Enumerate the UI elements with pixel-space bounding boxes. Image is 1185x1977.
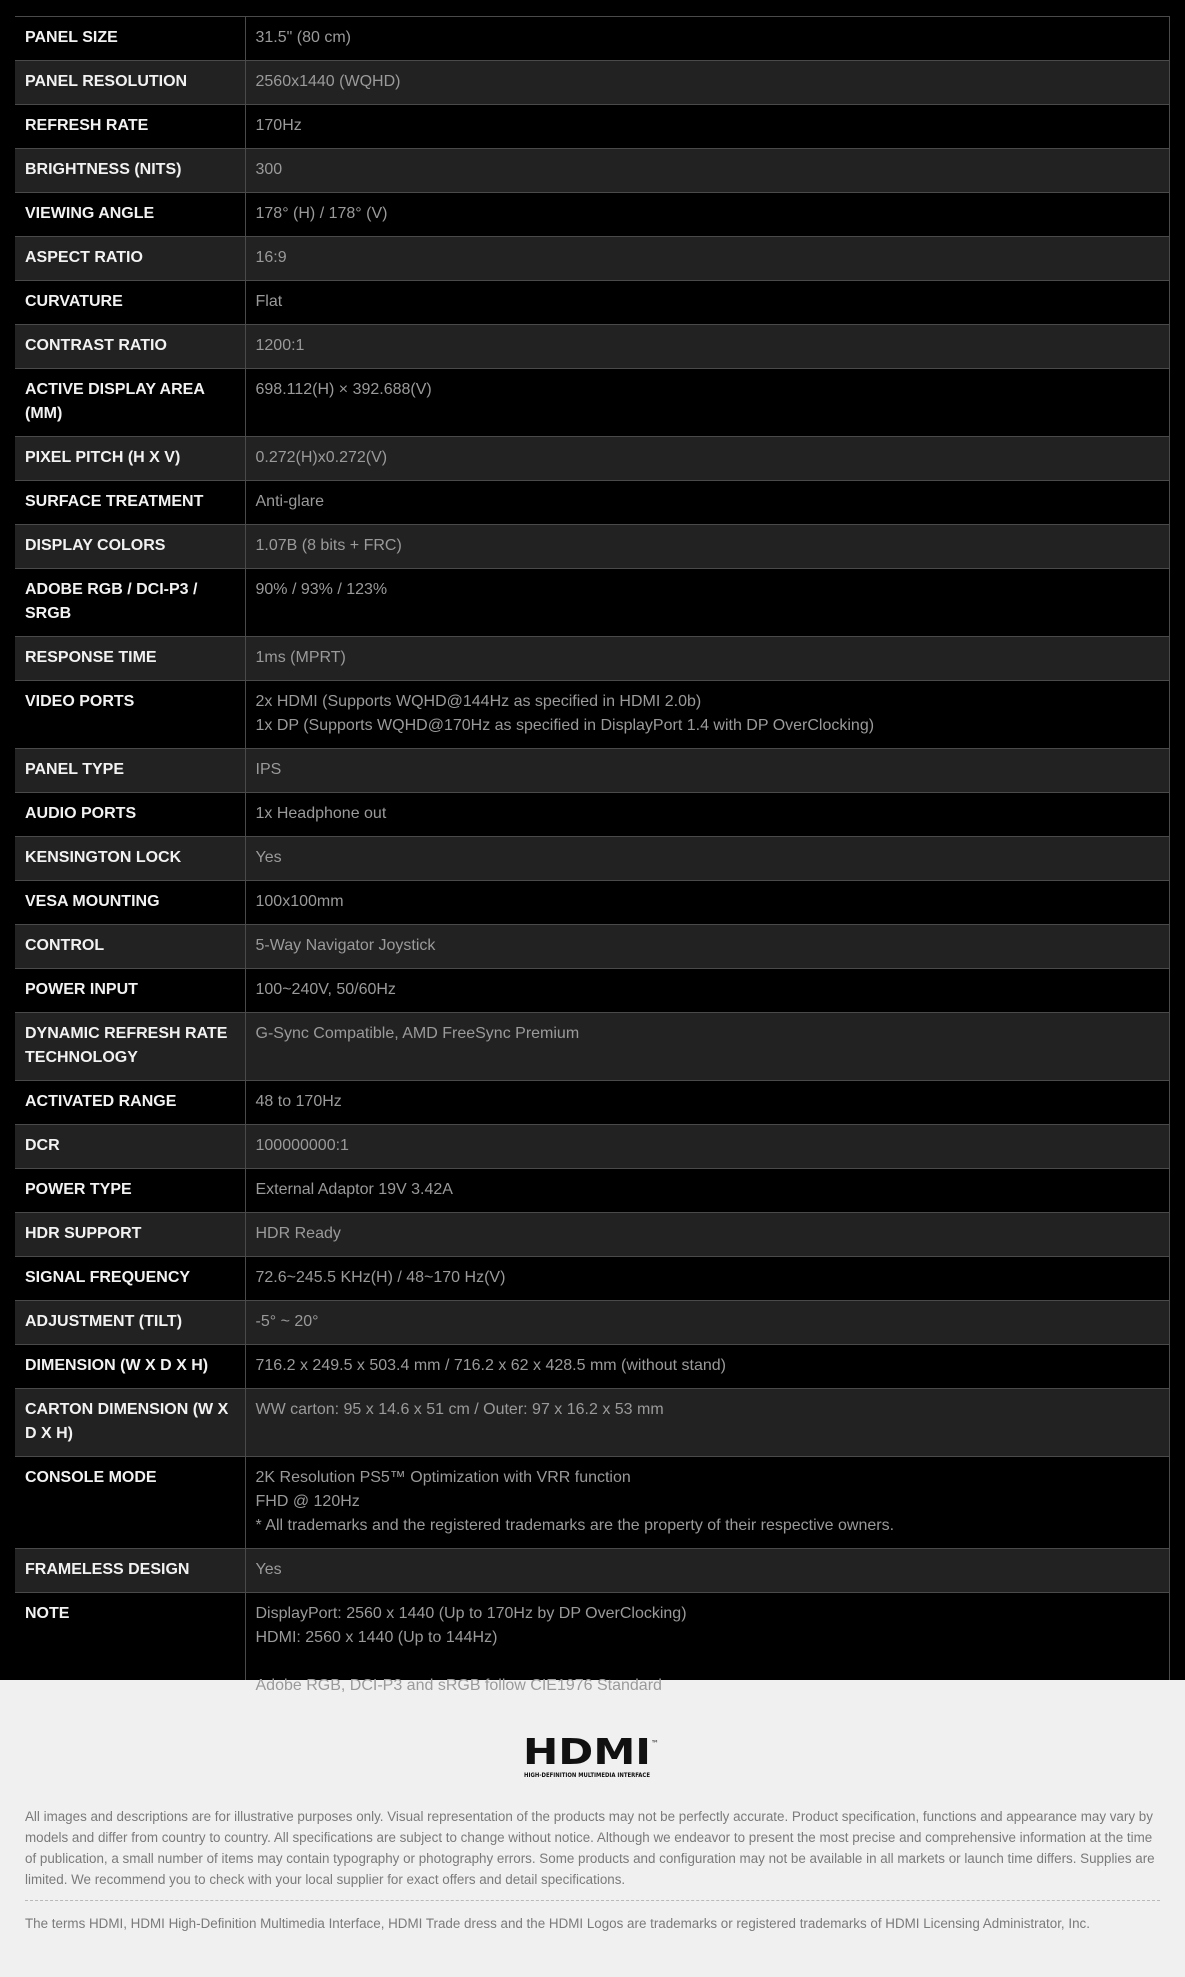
spec-row [15, 369, 1170, 437]
spec-row [15, 325, 1170, 369]
hdmi-logo [523, 1734, 663, 1782]
spec-label: PANEL SIZE [15, 17, 245, 61]
spec-value-line: IPS [255, 761, 282, 778]
spec-label: POWER TYPE [15, 1169, 245, 1213]
spec-value [245, 637, 1170, 681]
spec-value [245, 525, 1170, 569]
spec-value [245, 193, 1170, 237]
spec-value [245, 881, 1170, 925]
spec-value [245, 1013, 1170, 1081]
spec-value-line: 1x Headphone out [255, 805, 387, 822]
spec-row [15, 1081, 1170, 1125]
spec-value-line: WW carton: 95 x 14.6 x 51 cm / Outer: 97 x 16.2 x 53 mm [255, 1401, 664, 1418]
spec-row [15, 881, 1170, 925]
spec-value-line: 170Hz [255, 117, 302, 134]
spec-value-line [256, 1650, 1160, 1674]
spec-value [245, 105, 1170, 149]
hdmi-logo-tm: ™ [650, 1739, 659, 1748]
spec-label: DIMENSION (W X D X H) [15, 1345, 245, 1389]
spec-value-line: 100x100mm [255, 893, 344, 910]
disclaimer-text: All images and descriptions are for illustrative purposes only. Visual representation of the products may not be perfectly accurate. Product specification, functions and appearance may vary by models and differ from country to country. All specifications are subject to change without notice. Although we endeavor to present the most precise and comprehensive information at the time of publication, a small number of items may contain typography or photography errors. Some products and configuration may not be available in all markets or launch time differs. Supplies are limited. We recommend you to check with your local supplier for exact offers and detail specifications. [25, 1809, 1155, 1887]
spec-label: DCR [15, 1125, 245, 1169]
spec-label: ASPECT RATIO [15, 237, 245, 281]
spec-label: ADJUSTMENT (TILT) [15, 1301, 245, 1345]
spec-value-line: External Adaptor 19V 3.42A [255, 1181, 453, 1198]
spec-row [15, 1457, 1170, 1549]
spec-label: SURFACE TREATMENT [15, 481, 245, 525]
spec-label: NOTE [15, 1593, 245, 1709]
spec-value-line: 5-Way Navigator Joystick [255, 937, 436, 954]
spec-value-line: 698.112(H) × 392.688(V) [255, 381, 432, 398]
spec-label: VESA MOUNTING [15, 881, 245, 925]
spec-value-line: 100000000:1 [255, 1137, 349, 1154]
spec-row [15, 1345, 1170, 1389]
spec-label: HDR SUPPORT [15, 1213, 245, 1257]
spec-value-line: DisplayPort: 2560 x 1440 (Up to 170Hz by DP OverClocking) [255, 1605, 687, 1622]
spec-row [15, 837, 1170, 881]
spec-value-line: -5° ~ 20° [255, 1313, 319, 1330]
spec-value [245, 1125, 1170, 1169]
spec-label: CARTON DIMENSION (W X D X H) [15, 1389, 245, 1457]
spec-label: ACTIVATED RANGE [15, 1081, 245, 1125]
spec-value [245, 1549, 1170, 1593]
spec-value-line: G-Sync Compatible, AMD FreeSync Premium [255, 1025, 580, 1042]
spec-value-line: 2560x1440 (WQHD) [255, 73, 401, 90]
spec-row [15, 1301, 1170, 1345]
spec-value [245, 569, 1170, 637]
spec-row [15, 481, 1170, 525]
spec-value [245, 749, 1170, 793]
spec-label: SIGNAL FREQUENCY [15, 1257, 245, 1301]
spec-value [245, 969, 1170, 1013]
spec-label: ADOBE RGB / DCI-P3 / SRGB [15, 569, 245, 637]
spec-value-line: 178° (H) / 178° (V) [255, 205, 388, 222]
spec-value [245, 793, 1170, 837]
spec-row [15, 281, 1170, 325]
spec-label: DISPLAY COLORS [15, 525, 245, 569]
spec-value [245, 149, 1170, 193]
spec-row [15, 1257, 1170, 1301]
spec-value [245, 1257, 1170, 1301]
spec-label: VIDEO PORTS [15, 681, 245, 749]
spec-label: RESPONSE TIME [15, 637, 245, 681]
spec-value-line: 31.5" (80 cm) [255, 29, 351, 46]
spec-row [15, 149, 1170, 193]
spec-label: POWER INPUT [15, 969, 245, 1013]
spec-value [245, 1213, 1170, 1257]
spec-value [245, 1345, 1170, 1389]
spec-table-body [15, 17, 1170, 1709]
spec-value-line: * All trademarks and the registered trademarks are the property of their respective owners. [255, 1517, 895, 1534]
spec-value-line: 16:9 [255, 249, 287, 266]
spec-value [245, 369, 1170, 437]
spec-row [15, 569, 1170, 637]
spec-label: CONTRAST RATIO [15, 325, 245, 369]
spec-value [245, 17, 1170, 61]
spec-label: CONTROL [15, 925, 245, 969]
spec-value-line: 48 to 170Hz [255, 1093, 342, 1110]
hdmi-logo-text: HDMI [522, 1734, 651, 1773]
spec-label: AUDIO PORTS [15, 793, 245, 837]
spec-value [245, 325, 1170, 369]
spec-value [245, 681, 1170, 749]
spec-row [15, 1169, 1170, 1213]
spec-value [245, 1389, 1170, 1457]
spec-label: DYNAMIC REFRESH RATE TECHNOLOGY [15, 1013, 245, 1081]
spec-value-line: 72.6~245.5 KHz(H) / 48~170 Hz(V) [255, 1269, 506, 1286]
spec-value-line: Anti-glare [255, 493, 324, 510]
spec-value-line: 2x HDMI (Supports WQHD@144Hz as specified in HDMI 2.0b) [255, 693, 702, 710]
spec-row [15, 969, 1170, 1013]
footer [0, 1680, 1185, 1977]
spec-row [15, 17, 1170, 61]
spec-value-line: Yes [255, 1561, 282, 1578]
spec-value-line: 1200:1 [255, 337, 305, 354]
spec-row [15, 1013, 1170, 1081]
spec-row [15, 61, 1170, 105]
spec-row [15, 193, 1170, 237]
spec-row [15, 1549, 1170, 1593]
spec-row [15, 793, 1170, 837]
spec-row [15, 1213, 1170, 1257]
spec-label: VIEWING ANGLE [15, 193, 245, 237]
spec-label: CURVATURE [15, 281, 245, 325]
spec-label: KENSINGTON LOCK [15, 837, 245, 881]
spec-value [245, 61, 1170, 105]
spec-row [15, 925, 1170, 969]
spec-value [245, 437, 1170, 481]
spec-value [245, 1169, 1170, 1213]
spec-value-line: 1x DP (Supports WQHD@170Hz as specified in DisplayPort 1.4 with DP OverClocking) [255, 717, 875, 734]
spec-value-line: 100~240V, 50/60Hz [255, 981, 396, 998]
spec-row [15, 105, 1170, 149]
footer-divider [25, 1900, 1160, 1901]
spec-value [245, 481, 1170, 525]
spec-value-line: 90% / 93% / 123% [255, 581, 388, 598]
spec-value-line: FHD @ 120Hz [255, 1493, 360, 1510]
spec-value-line: 1.07B (8 bits + FRC) [255, 537, 402, 554]
spec-value [245, 1081, 1170, 1125]
spec-label: PANEL RESOLUTION [15, 61, 245, 105]
spec-value-line: Flat [255, 293, 283, 310]
spec-row [15, 681, 1170, 749]
spec-row [15, 1389, 1170, 1457]
spec-row [15, 749, 1170, 793]
spec-value-line: 0.272(H)x0.272(V) [255, 449, 388, 466]
spec-row [15, 637, 1170, 681]
spec-label: FRAMELESS DESIGN [15, 1549, 245, 1593]
spec-value [245, 1301, 1170, 1345]
trademark-notice: The terms HDMI, HDMI High-Definition Multimedia Interface, HDMI Trade dress and the HDMI Logos are trademarks or registered trademarks of HDMI Licensing Administrator, Inc. [25, 1916, 1090, 1931]
spec-row [15, 1125, 1170, 1169]
spec-value-line: HDMI: 2560 x 1440 (Up to 144Hz) [255, 1629, 498, 1646]
spec-value-line: 716.2 x 249.5 x 503.4 mm / 716.2 x 62 x 428.5 mm (without stand) [255, 1357, 726, 1374]
spec-label: REFRESH RATE [15, 105, 245, 149]
spec-row [15, 437, 1170, 481]
spec-row [15, 525, 1170, 569]
spec-label: PIXEL PITCH (H X V) [15, 437, 245, 481]
spec-value-line: 2K Resolution PS5™ Optimization with VRR function [255, 1469, 631, 1486]
spec-label: CONSOLE MODE [15, 1457, 245, 1549]
spec-value-line: HDR Ready [255, 1225, 341, 1242]
spec-value [245, 925, 1170, 969]
spec-label: ACTIVE DISPLAY AREA (MM) [15, 369, 245, 437]
spec-value-line: 1ms (MPRT) [255, 649, 346, 666]
spec-value-line: Yes [255, 849, 282, 866]
spec-value-line: 300 [255, 161, 283, 178]
spec-value [245, 837, 1170, 881]
spec-value-line: Adobe RGB, DCI-P3 and sRGB follow CIE1976 Standard [255, 1677, 662, 1694]
spec-row [15, 237, 1170, 281]
hdmi-logo-tagline: HIGH-DEFINITION MULTIMEDIA INTERFACE [523, 1772, 650, 1779]
spec-value [245, 237, 1170, 281]
spec-label: PANEL TYPE [15, 749, 245, 793]
spec-table [15, 16, 1170, 1709]
spec-value [245, 1457, 1170, 1549]
spec-label: BRIGHTNESS (NITS) [15, 149, 245, 193]
spec-value [245, 281, 1170, 325]
